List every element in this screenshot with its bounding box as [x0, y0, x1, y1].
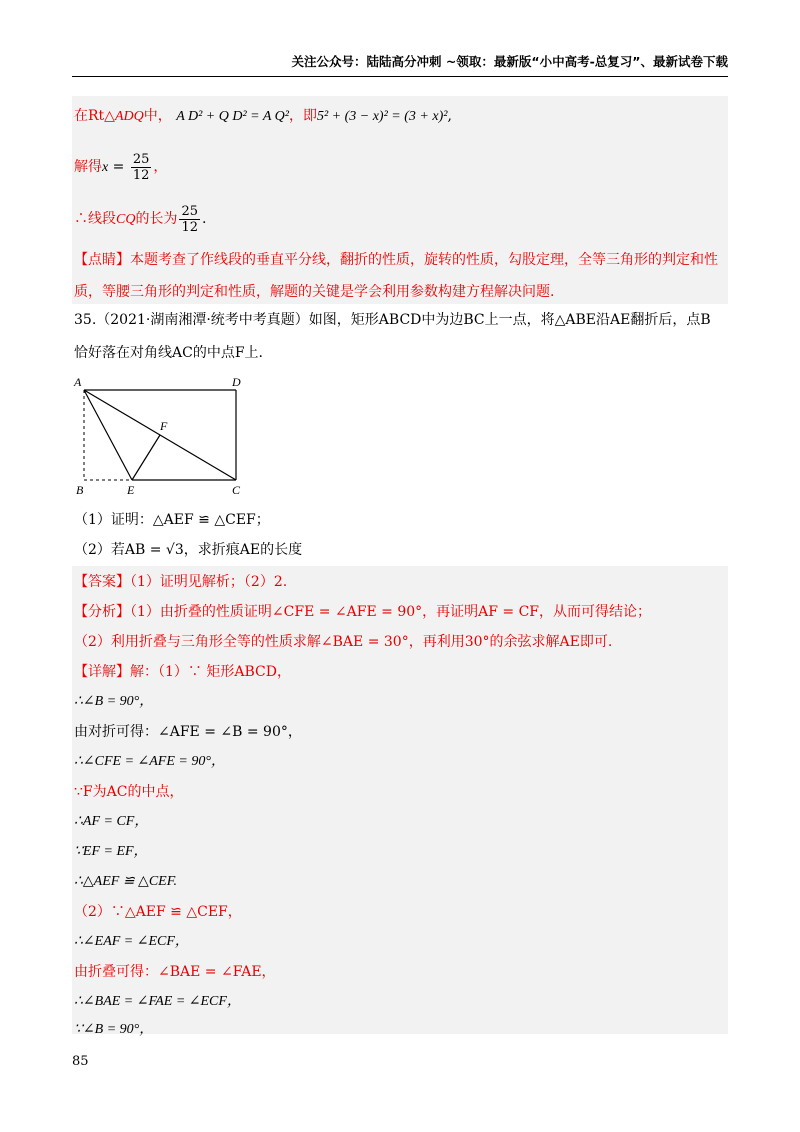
step-5: ∴AF = CF， — [74, 814, 149, 829]
detail-line-0: 【详解】解：（1）∵ 矩形ABCD， — [74, 664, 291, 680]
step-11: ∴∠BAE = ∠FAE = ∠ECF， — [74, 994, 241, 1009]
label-b: B — [76, 483, 84, 497]
dianjing-line-2: 质，等腰三角形的判定和性质，解题的关键是学会利用参数构建方程解决问题. — [74, 284, 555, 300]
prev-line-1: 在Rt△ADQ中， A D² + Q D² = A Q²，即5² + (3 − x)² = (3 + x)², — [74, 108, 452, 124]
geometry-figure — [72, 372, 262, 500]
prev-line-3: ∴线段CQ的长为 $\frac{25}{12}$ . — [74, 203, 207, 235]
part-2: （2）若AB = √3，求折痕AE的长度 — [74, 542, 303, 558]
analysis-line-1: 【分析】（1）由折叠的性质证明∠CFE = ∠AFE = 90°，再证明AF = CF，从而可得结论； — [74, 604, 652, 620]
part-1: （1）证明：△AEF ≌ △CEF； — [74, 512, 270, 528]
step-9: ∴∠EAF = ∠ECF， — [74, 934, 189, 949]
label-f: F — [160, 419, 168, 433]
prev-line-2: 解得x = $\frac{25}{12}$ ， — [74, 151, 168, 183]
problem-line-1: 35.（2021·湖南湘潭·统考中考真题）如图，矩形ABCD中为边BC上一点，将△ABE沿AE翻折后，点B — [74, 312, 711, 328]
step-6: ∵EF = EF， — [74, 844, 148, 859]
page-number: 85 — [72, 1054, 89, 1069]
answer-line: 【答案】（1）证明见解析；（2）2. — [74, 574, 288, 590]
previous-solution-block — [72, 96, 728, 304]
page-header: 关注公众号：陆陆高分冲刺 ~领取：最新版“小中高考-总复习”、最新试卷下载 — [72, 52, 728, 77]
fraction-cq-length: $\frac{25}{12}$ — [181, 203, 198, 235]
dianjing-line-1: 【点睛】本题考查了作线段的垂直平分线，翻折的性质，旋转的性质，勾股定理，全等三角形的判定和性 — [74, 252, 718, 268]
analysis-line-2: （2）利用折叠与三角形全等的性质求解∠BAE = 30°，再利用30°的余弦求解AE即可. — [74, 634, 613, 650]
fraction-25-12: $\frac{25}{12}$ — [132, 151, 150, 183]
line-ae — [84, 390, 132, 480]
step-8: （2）∵△AEF ≌ △CEF， — [74, 904, 242, 920]
step-1: ∴∠B = 90°， — [74, 694, 154, 709]
step-2: 由对折可得：∠AFE = ∠B = 90°， — [74, 724, 302, 740]
step-7: ∴△AEF ≌ △CEF. — [74, 874, 177, 889]
line-ef — [132, 435, 160, 480]
label-e: E — [127, 483, 135, 497]
step-3: ∴∠CFE = ∠AFE = 90°， — [74, 754, 225, 769]
step-10: 由折叠可得：∠BAE = ∠FAE， — [74, 964, 276, 980]
label-d: D — [232, 375, 241, 389]
problem-line-2: 恰好落在对角线AC的中点F上. — [74, 345, 263, 361]
label-c: C — [232, 483, 241, 497]
label-a: A — [74, 375, 82, 389]
step-4: ∵F为AC的中点， — [74, 784, 184, 800]
step-12: ∵∠B = 90°， — [74, 1022, 154, 1037]
